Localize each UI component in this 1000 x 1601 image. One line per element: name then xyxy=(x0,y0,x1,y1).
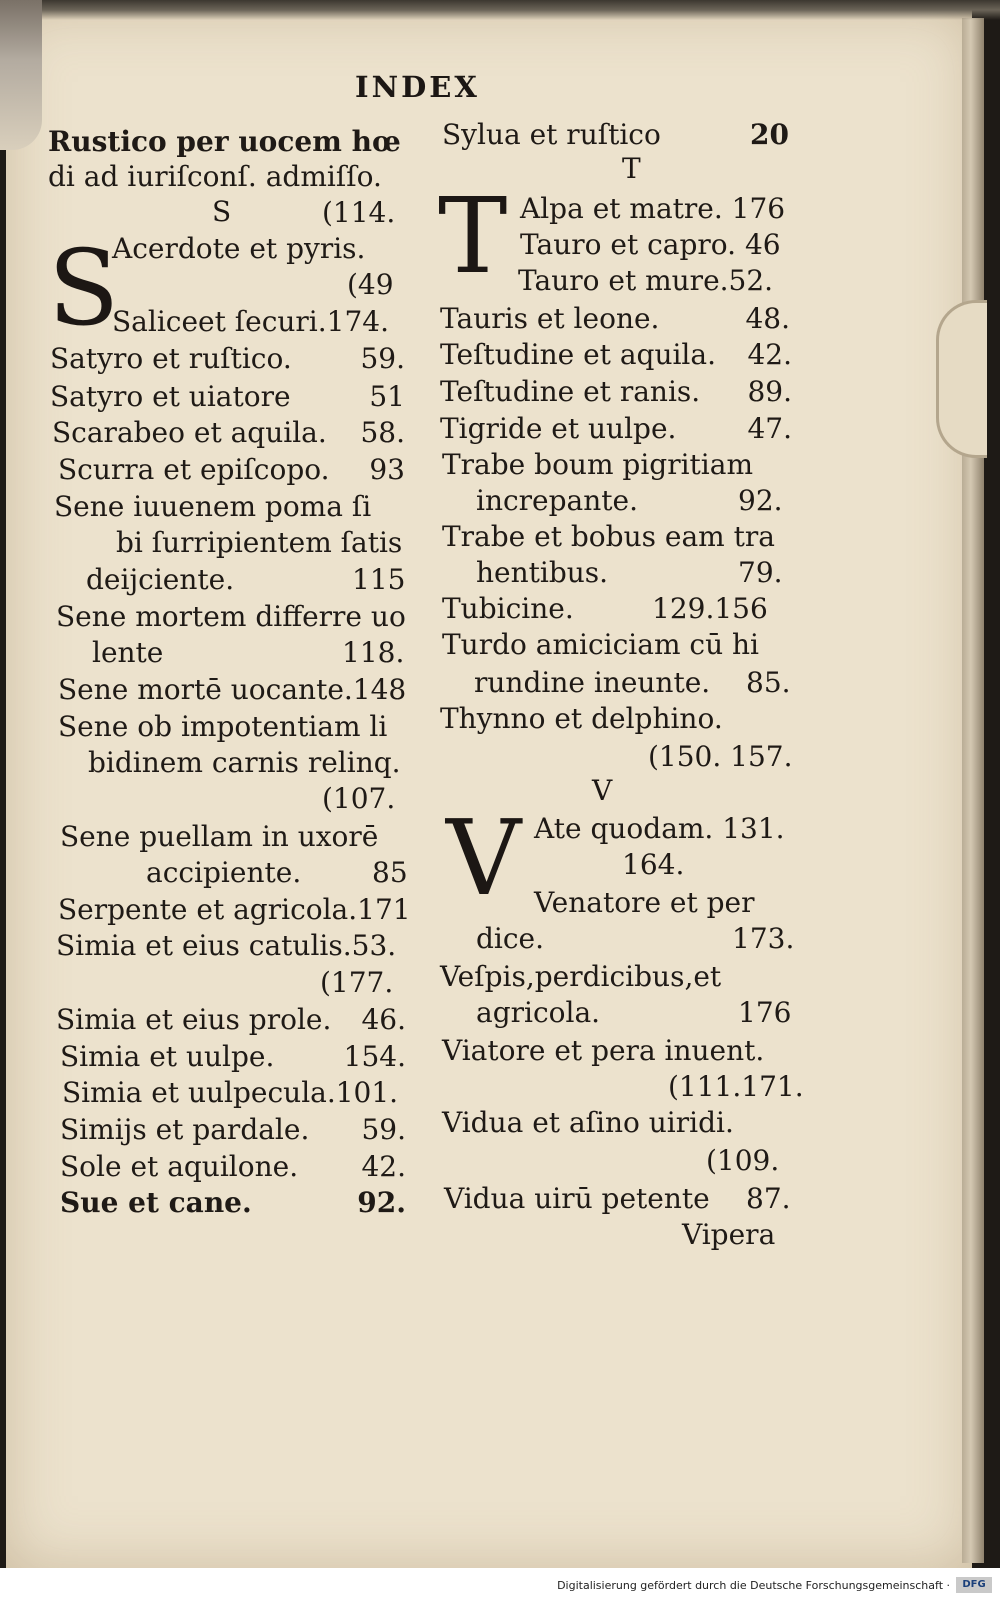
index-entry-talpa: Alpa et matre. 176 xyxy=(520,192,786,225)
section-letter-v: V xyxy=(592,774,613,807)
index-entry-sene-morte: Sene mortē uocante.148 xyxy=(58,673,407,706)
index-entry-salice: Saliceet ſecuri.174. xyxy=(112,305,389,338)
index-entry-simia-catulis: Simia et eius catulis.53. xyxy=(56,929,397,962)
index-number-sylua: 20 xyxy=(750,118,789,151)
index-entry: Teſtudine et ranis. 89. xyxy=(440,375,792,408)
index-entry: Simia et uulpecula.101. xyxy=(62,1076,399,1109)
index-number-vidua-uiru: 87. xyxy=(746,1182,791,1215)
index-entry: Teſtudine et aquila. 42. xyxy=(440,338,792,371)
index-entry: Sue et cane. 92. xyxy=(60,1186,406,1219)
index-number-sene-ob: (107. xyxy=(322,782,396,815)
index-entry: Tigride et uulpe. 47. xyxy=(440,412,792,445)
catchword: Vipera xyxy=(682,1218,776,1251)
index-entry-viatore: Viatore et pera inuent. xyxy=(442,1034,765,1067)
digitization-footer xyxy=(0,1568,1000,1601)
index-entry-vate: Ate quodam. 131. xyxy=(534,812,785,845)
index-number-trabe-bobus: 79. xyxy=(738,556,783,589)
index-entry: Scarabeo et aquila. 58. xyxy=(52,416,405,449)
index-entry: Satyro et ruſtico. 59. xyxy=(50,342,405,375)
index-number-sene-iuuenem: 115 xyxy=(352,563,406,596)
index-number-vidua-asino: (109. xyxy=(706,1144,780,1177)
initial-s: S xyxy=(48,227,120,349)
index-entry-rustico-line1: Rustico per uocem hœ xyxy=(48,125,401,158)
index-entry-sene-ob-line2: bidinem carnis relinq. xyxy=(88,746,401,779)
dfg-logo: DFG xyxy=(956,1577,992,1593)
index-entry-sene-puellam-line1: Sene puellam in uxorē xyxy=(60,820,379,853)
index-entry-venatore-line2: dice. xyxy=(476,922,545,955)
index-number-vespis: 176 xyxy=(738,996,792,1029)
index-entry-sene-iuuenem-line3: deijciente. xyxy=(86,563,235,596)
index-entry-sene-iuuenem-line2: bi ſurripientem ſatis xyxy=(116,526,403,559)
index-entry: Simia et uulpe. 154. xyxy=(60,1040,406,1073)
index-number-rustico: (114. xyxy=(322,196,396,229)
index-number-trabe-boum: 92. xyxy=(738,484,783,517)
index-entry-sene-mortem-line1: Sene mortem differre uo xyxy=(56,600,406,633)
section-letter-s: S xyxy=(212,195,232,228)
index-entry-trabe-boum-line1: Trabe boum pigritiam xyxy=(442,448,754,481)
index-entry-thynno: Thynno et delphino. xyxy=(440,702,723,735)
index-number-simia-catulis: (177. xyxy=(320,966,394,999)
initial-v: V xyxy=(446,797,522,919)
index-entry-vespis-line1: Veſpis,perdicibus,et xyxy=(440,960,722,993)
index-entry: Scurra et epiſcopo. 93 xyxy=(58,453,405,486)
index-entry-tubicine: Tubicine. xyxy=(442,592,574,625)
index-entry-turdo-line2: rundine ineunte. xyxy=(474,666,711,699)
index-number-tubicine: 129.156 xyxy=(652,592,768,625)
index-entry-vidua-uiru: Vidua uirū petente xyxy=(444,1182,710,1215)
index-entry-sene-puellam-line2: accipiente. xyxy=(146,856,302,889)
index-number-turdo: 85. xyxy=(746,666,791,699)
index-entry-sene-mortem-line2: lente xyxy=(92,636,164,669)
section-letter-t: T xyxy=(622,152,641,185)
index-number-thynno: (150. 157. xyxy=(648,740,793,773)
thumb-tab xyxy=(936,300,987,458)
index-entry-trabe-bobus-line2: hentibus. xyxy=(476,556,609,589)
index-entry-sylua: Sylua et ruſtico xyxy=(442,118,661,151)
index-number-venatore: 173. xyxy=(732,922,795,955)
index-number-sacerdote: (49 xyxy=(347,268,394,301)
index-number-sene-puellam: 85 xyxy=(372,856,408,889)
index-entry-turdo-line1: Turdo amiciciam cū hi xyxy=(442,628,759,661)
index-entry-sacerdote: Acerdote et pyris. xyxy=(112,232,366,265)
index-entry-rustico-line2: di ad iuriſconſ. admiſſo. xyxy=(48,160,382,193)
index-entry-trabe-boum-line2: increpante. xyxy=(476,484,638,517)
index-entry: Sole et aquilone. 42. xyxy=(60,1150,406,1183)
footer-credit: Digitalisierung gefördert durch die Deutsche Forschungsgemeinschaft · xyxy=(557,1579,950,1592)
running-header: INDEX xyxy=(355,70,480,104)
index-entry-venatore-line1: Venatore et per xyxy=(534,886,755,919)
index-entry-vespis-line2: agricola. xyxy=(476,996,601,1029)
index-entry: Simijs et pardale. 59. xyxy=(60,1113,406,1146)
index-entry-sene-iuuenem-line1: Sene iuuenem poma ſi xyxy=(54,490,372,523)
index-entry: Satyro et uiatore 51 xyxy=(50,380,405,413)
page-edge xyxy=(962,18,984,1563)
index-entry-trabe-bobus-line1: Trabe et bobus eam tra xyxy=(442,520,775,553)
left-corner xyxy=(0,0,42,150)
index-entry-serpente: Serpente et agricola.171 xyxy=(58,893,411,926)
index-entry: Simia et eius prole. 46. xyxy=(56,1003,406,1036)
initial-t: T xyxy=(438,175,508,297)
index-entry-tauro-capro: Tauro et capro. 46 xyxy=(520,228,781,261)
index-entry-tauro-mure: Tauro et mure.52. xyxy=(518,264,774,297)
index-number-viatore: (111.171. xyxy=(668,1070,804,1103)
top-shadow xyxy=(0,0,1000,20)
index-number-sene-mortem: 118. xyxy=(342,636,405,669)
index-entry: Tauris et leone. 48. xyxy=(440,302,790,335)
index-number-vate: 164. xyxy=(622,848,685,881)
index-entry-sene-ob-line1: Sene ob impotentiam li xyxy=(58,710,388,743)
index-entry-vidua-asino: Vidua et aſino uiridi. xyxy=(442,1106,734,1139)
